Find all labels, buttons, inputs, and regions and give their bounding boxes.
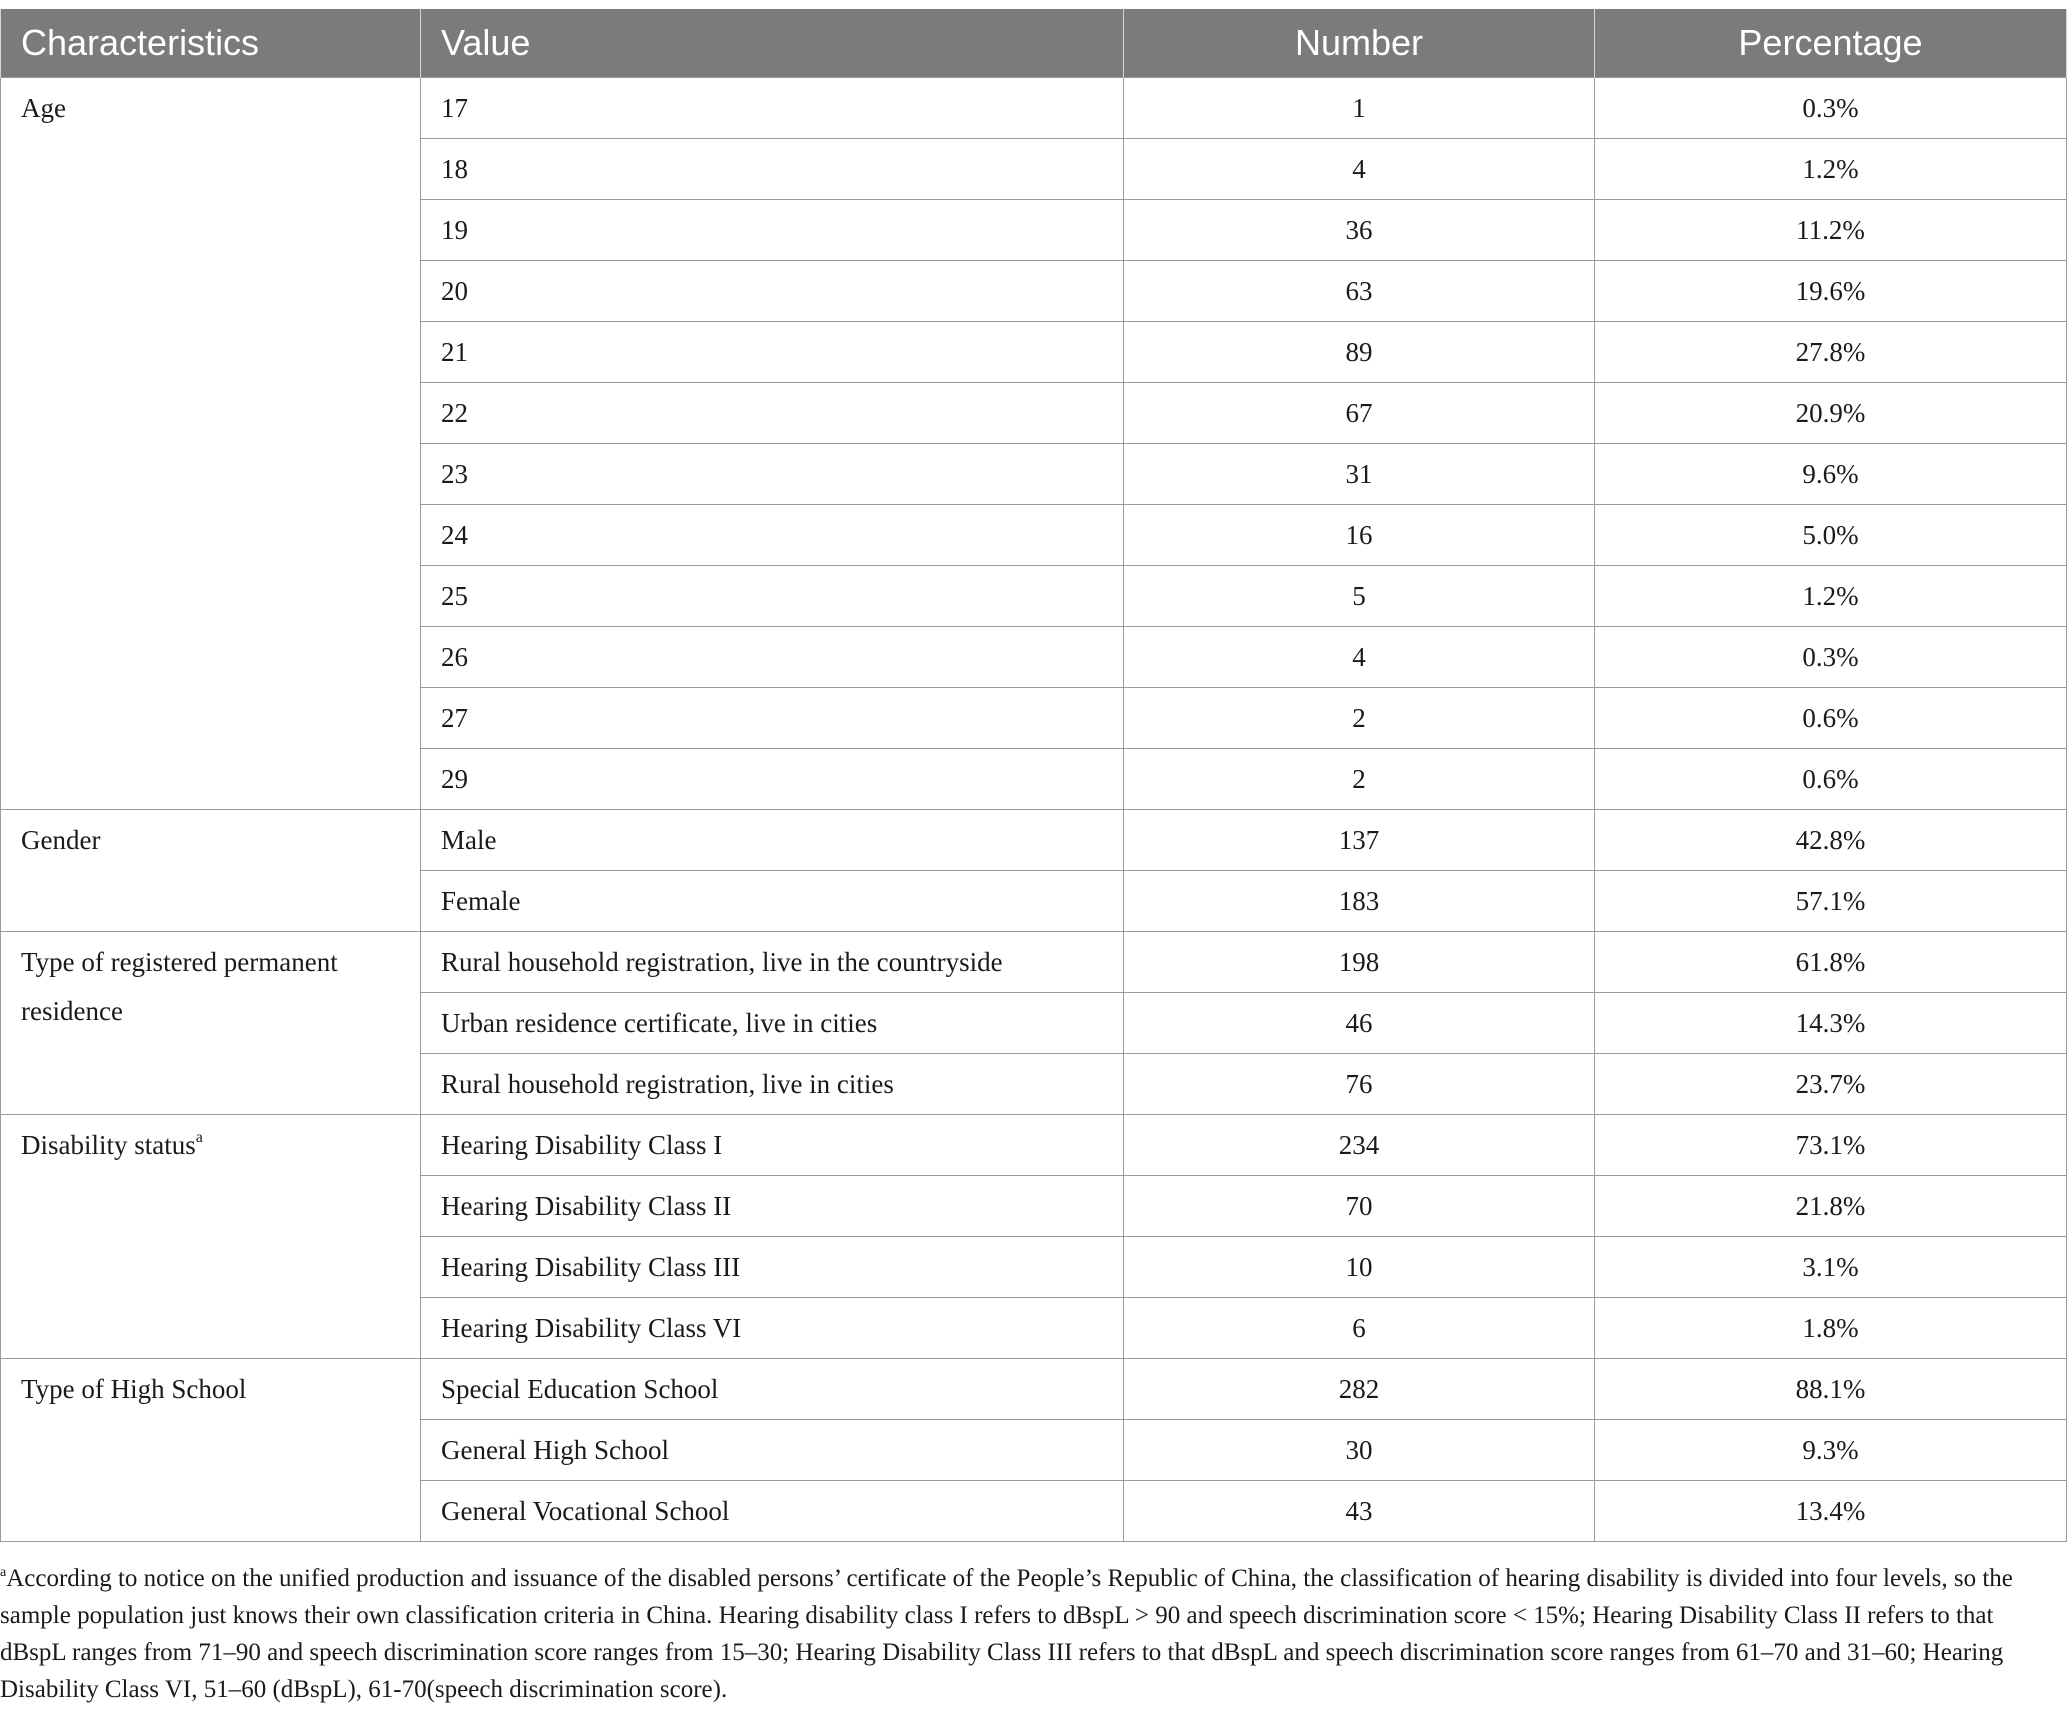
number-cell: 1 — [1124, 78, 1595, 139]
characteristics-table — [0, 9, 2067, 1542]
number-cell: 16 — [1124, 505, 1595, 566]
percentage-cell: 61.8% — [1595, 932, 2067, 993]
header-characteristics: Characteristics — [1, 9, 421, 78]
value-cell: 17 — [421, 78, 1124, 139]
value-cell: 26 — [421, 627, 1124, 688]
number-cell: 4 — [1124, 139, 1595, 200]
percentage-cell: 20.9% — [1595, 383, 2067, 444]
percentage-cell: 0.6% — [1595, 688, 2067, 749]
header-row — [1, 9, 2067, 78]
value-cell: Hearing Disability Class I — [421, 1115, 1124, 1176]
value-cell: 29 — [421, 749, 1124, 810]
table-row — [1, 1115, 2067, 1176]
number-cell: 63 — [1124, 261, 1595, 322]
number-cell: 4 — [1124, 627, 1595, 688]
table-row — [1, 1359, 2067, 1420]
number-cell: 5 — [1124, 566, 1595, 627]
category-cell — [1, 1115, 421, 1359]
number-cell: 2 — [1124, 688, 1595, 749]
value-cell: 20 — [421, 261, 1124, 322]
number-cell: 234 — [1124, 1115, 1595, 1176]
header-percentage: Percentage — [1595, 9, 2067, 78]
category-label: Age — [21, 93, 66, 123]
value-cell: Rural household registration, live in cities — [421, 1054, 1124, 1115]
number-cell: 6 — [1124, 1298, 1595, 1359]
category-label: Disability status — [21, 1130, 196, 1160]
value-cell: Hearing Disability Class VI — [421, 1298, 1124, 1359]
category-cell — [1, 78, 421, 810]
percentage-cell: 73.1% — [1595, 1115, 2067, 1176]
percentage-cell: 0.3% — [1595, 78, 2067, 139]
percentage-cell: 14.3% — [1595, 993, 2067, 1054]
number-cell: 46 — [1124, 993, 1595, 1054]
table-row — [1, 78, 2067, 139]
category-label: Type of registered permanent residence — [21, 947, 338, 1026]
value-cell: Hearing Disability Class III — [421, 1237, 1124, 1298]
percentage-cell: 13.4% — [1595, 1481, 2067, 1542]
percentage-cell: 3.1% — [1595, 1237, 2067, 1298]
footnote-ref-marker: a — [195, 1129, 203, 1146]
number-cell: 76 — [1124, 1054, 1595, 1115]
value-cell: Special Education School — [421, 1359, 1124, 1420]
percentage-cell: 11.2% — [1595, 200, 2067, 261]
percentage-cell: 1.2% — [1595, 139, 2067, 200]
table-row — [1, 810, 2067, 871]
number-cell: 89 — [1124, 322, 1595, 383]
value-cell: 24 — [421, 505, 1124, 566]
number-cell: 30 — [1124, 1420, 1595, 1481]
percentage-cell: 21.8% — [1595, 1176, 2067, 1237]
percentage-cell: 0.6% — [1595, 749, 2067, 810]
number-cell: 70 — [1124, 1176, 1595, 1237]
value-cell: Rural household registration, live in the countryside — [421, 932, 1124, 993]
percentage-cell: 1.2% — [1595, 566, 2067, 627]
number-cell: 198 — [1124, 932, 1595, 993]
value-cell: 19 — [421, 200, 1124, 261]
footnote-marker: a — [0, 1565, 7, 1580]
percentage-cell: 5.0% — [1595, 505, 2067, 566]
value-cell: 23 — [421, 444, 1124, 505]
category-cell — [1, 932, 421, 1115]
value-cell: General High School — [421, 1420, 1124, 1481]
percentage-cell: 23.7% — [1595, 1054, 2067, 1115]
number-cell: 2 — [1124, 749, 1595, 810]
percentage-cell: 19.6% — [1595, 261, 2067, 322]
footnote-text: According to notice on the unified production and issuance of the disabled persons’ certificate of the People’s Republic of China, the classification of hearing disability is divided into four levels, so the sample population just knows their own classification criteria in China. Hearing disability class I refers to dBspL > 90 and speech discrimination score < 15%; Hearing Disability Class II refers to that dBspL ranges from 71–90 and speech discrimination score ranges from 15–30; Hearing Disability Class III refers to that dBspL and speech discrimination score ranges from 61–70 and 31–60; Hearing Disability Class VI, 51–60 (dBspL), 61-70(speech discrimination score). — [0, 1565, 2013, 1703]
category-cell — [1, 1359, 421, 1542]
percentage-cell: 42.8% — [1595, 810, 2067, 871]
number-cell: 10 — [1124, 1237, 1595, 1298]
percentage-cell: 57.1% — [1595, 871, 2067, 932]
percentage-cell: 27.8% — [1595, 322, 2067, 383]
number-cell: 31 — [1124, 444, 1595, 505]
category-label: Gender — [21, 825, 101, 855]
category-cell — [1, 810, 421, 932]
value-cell: Female — [421, 871, 1124, 932]
value-cell: Urban residence certificate, live in cities — [421, 993, 1124, 1054]
percentage-cell: 0.3% — [1595, 627, 2067, 688]
value-cell: 22 — [421, 383, 1124, 444]
number-cell: 43 — [1124, 1481, 1595, 1542]
value-cell: 25 — [421, 566, 1124, 627]
number-cell: 67 — [1124, 383, 1595, 444]
value-cell: General Vocational School — [421, 1481, 1124, 1542]
category-label: Type of High School — [21, 1374, 247, 1404]
percentage-cell: 1.8% — [1595, 1298, 2067, 1359]
number-cell: 36 — [1124, 200, 1595, 261]
table-header — [1, 9, 2067, 78]
header-number: Number — [1124, 9, 1595, 78]
percentage-cell: 9.6% — [1595, 444, 2067, 505]
number-cell: 282 — [1124, 1359, 1595, 1420]
number-cell: 183 — [1124, 871, 1595, 932]
value-cell: 18 — [421, 139, 1124, 200]
value-cell: Male — [421, 810, 1124, 871]
value-cell: 21 — [421, 322, 1124, 383]
number-cell: 137 — [1124, 810, 1595, 871]
table-row — [1, 932, 2067, 993]
percentage-cell: 9.3% — [1595, 1420, 2067, 1481]
table-body — [1, 78, 2067, 1542]
header-value: Value — [421, 9, 1124, 78]
value-cell: 27 — [421, 688, 1124, 749]
table-footnote — [0, 1560, 2050, 1708]
value-cell: Hearing Disability Class II — [421, 1176, 1124, 1237]
percentage-cell: 88.1% — [1595, 1359, 2067, 1420]
